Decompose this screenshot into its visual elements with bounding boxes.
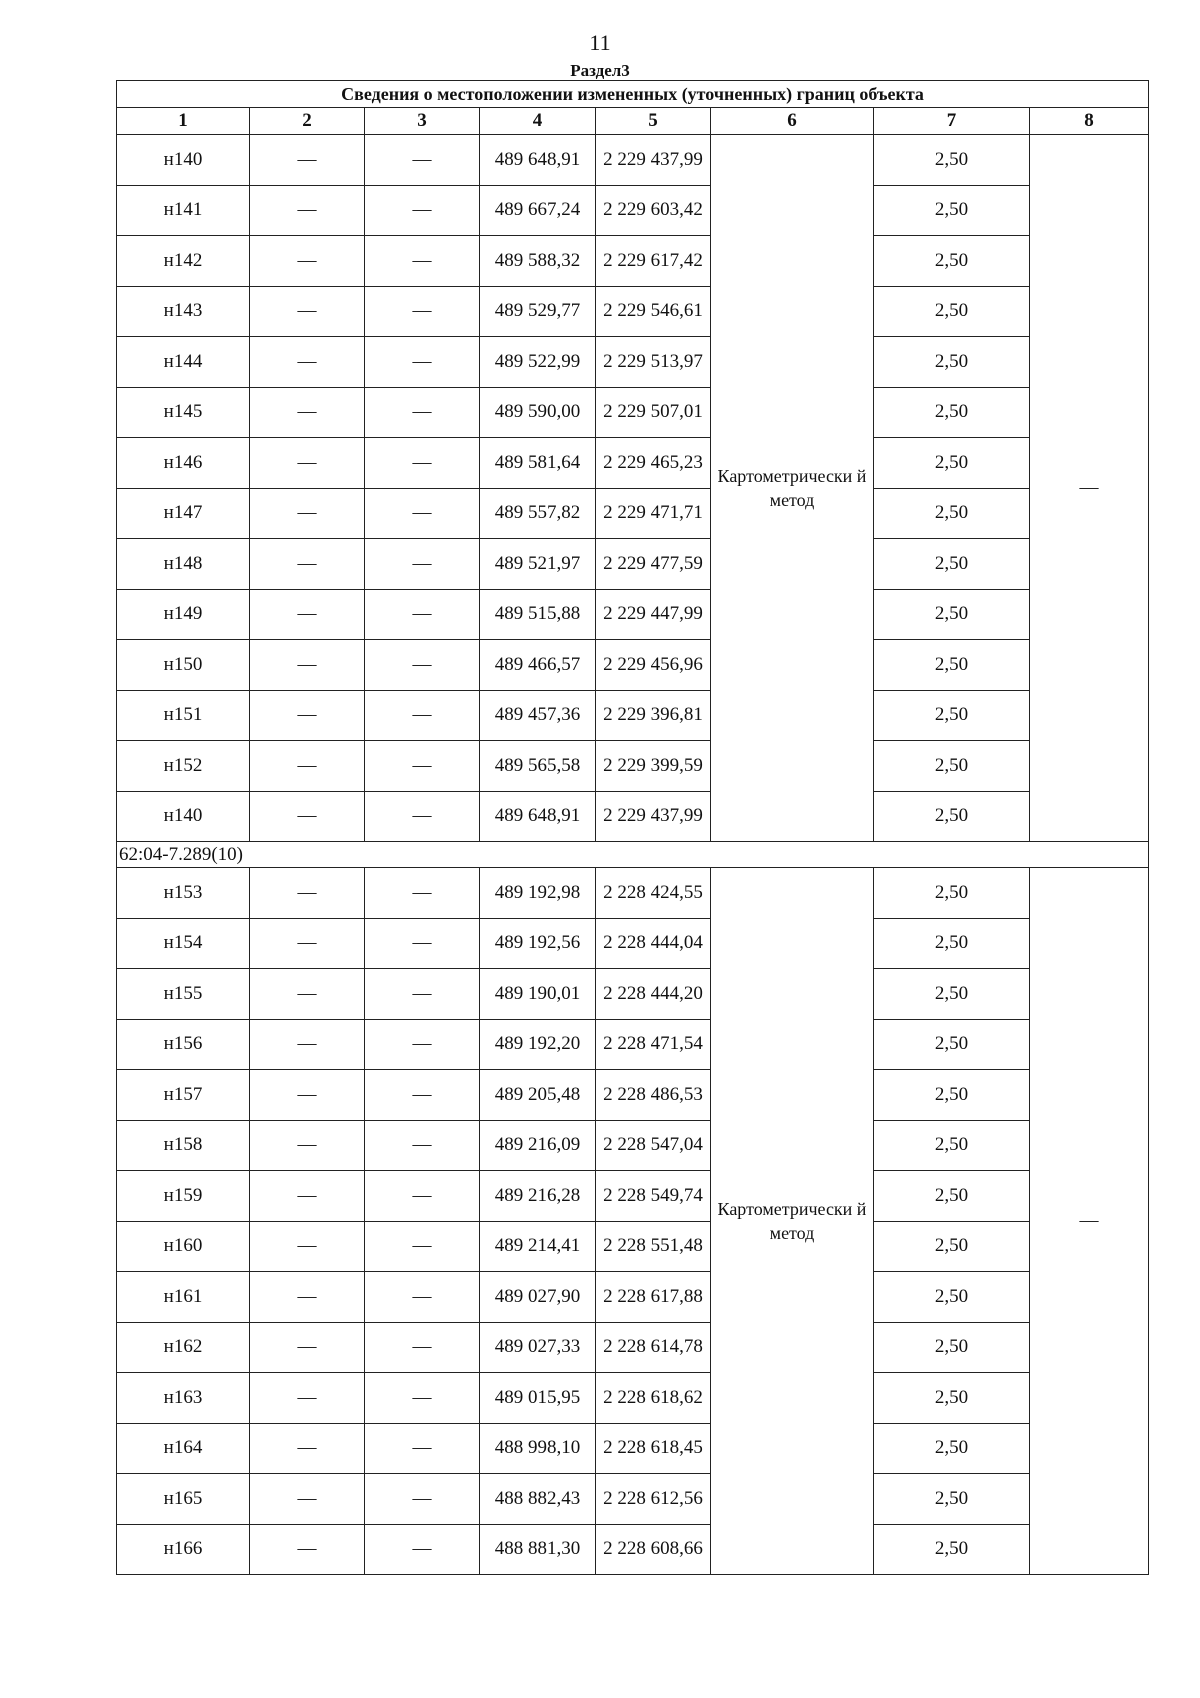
col3-dash-cell: — <box>365 236 480 287</box>
table-row <box>117 791 1149 842</box>
coord-y-cell: 2 228 618,62 <box>596 1373 711 1424</box>
point-name-cell: н159 <box>117 1171 250 1222</box>
coord-x-cell: 489 192,56 <box>480 918 596 969</box>
col3-dash-cell: — <box>365 1524 480 1575</box>
method-cell: Картометрически й метод <box>711 135 874 842</box>
accuracy-cell: 2,50 <box>874 286 1030 337</box>
point-name-cell: н151 <box>117 690 250 741</box>
col8-dash-cell: — <box>1030 135 1149 842</box>
coord-x-cell: 489 521,97 <box>480 539 596 590</box>
accuracy-cell: 2,50 <box>874 1221 1030 1272</box>
coord-x-cell: 489 466,57 <box>480 640 596 691</box>
col2-dash-cell: — <box>250 690 365 741</box>
table-row <box>117 387 1149 438</box>
table-row <box>117 337 1149 388</box>
accuracy-cell: 2,50 <box>874 1171 1030 1222</box>
col2-dash-cell: — <box>250 387 365 438</box>
column-number: 7 <box>874 108 1030 135</box>
table-row <box>117 1373 1149 1424</box>
table-row <box>117 640 1149 691</box>
point-name-cell: н150 <box>117 640 250 691</box>
coord-y-cell: 2 228 547,04 <box>596 1120 711 1171</box>
col3-dash-cell: — <box>365 1120 480 1171</box>
accuracy-cell: 2,50 <box>874 969 1030 1020</box>
col3-dash-cell: — <box>365 918 480 969</box>
col2-dash-cell: — <box>250 1070 365 1121</box>
accuracy-cell: 2,50 <box>874 589 1030 640</box>
col3-dash-cell: — <box>365 791 480 842</box>
table-row <box>117 1120 1149 1171</box>
accuracy-cell: 2,50 <box>874 868 1030 919</box>
coord-x-cell: 489 027,33 <box>480 1322 596 1373</box>
col3-dash-cell: — <box>365 1474 480 1525</box>
col3-dash-cell: — <box>365 488 480 539</box>
point-name-cell: н160 <box>117 1221 250 1272</box>
coord-x-cell: 489 648,91 <box>480 791 596 842</box>
col3-dash-cell: — <box>365 1373 480 1424</box>
coord-y-cell: 2 229 617,42 <box>596 236 711 287</box>
col3-dash-cell: — <box>365 1272 480 1323</box>
table-row <box>117 969 1149 1020</box>
col3-dash-cell: — <box>365 1019 480 1070</box>
col2-dash-cell: — <box>250 741 365 792</box>
table-row <box>117 1524 1149 1575</box>
coord-y-cell: 2 228 614,78 <box>596 1322 711 1373</box>
point-name-cell: н149 <box>117 589 250 640</box>
coord-y-cell: 2 229 477,59 <box>596 539 711 590</box>
point-name-cell: н158 <box>117 1120 250 1171</box>
accuracy-cell: 2,50 <box>874 135 1030 186</box>
point-name-cell: н142 <box>117 236 250 287</box>
table-row <box>117 1221 1149 1272</box>
col3-dash-cell: — <box>365 1423 480 1474</box>
coord-x-cell: 488 998,10 <box>480 1423 596 1474</box>
coord-y-cell: 2 229 465,23 <box>596 438 711 489</box>
point-name-cell: н164 <box>117 1423 250 1474</box>
accuracy-cell: 2,50 <box>874 1423 1030 1474</box>
point-name-cell: н148 <box>117 539 250 590</box>
coord-y-cell: 2 229 437,99 <box>596 791 711 842</box>
coord-x-cell: 489 216,28 <box>480 1171 596 1222</box>
point-name-cell: н156 <box>117 1019 250 1070</box>
col3-dash-cell: — <box>365 1070 480 1121</box>
coord-y-cell: 2 228 444,20 <box>596 969 711 1020</box>
group-label-row <box>117 842 1149 868</box>
table-row <box>117 488 1149 539</box>
col2-dash-cell: — <box>250 337 365 388</box>
accuracy-cell: 2,50 <box>874 1474 1030 1525</box>
coord-y-cell: 2 229 513,97 <box>596 337 711 388</box>
table-title-row <box>117 81 1149 108</box>
coord-y-cell: 2 228 612,56 <box>596 1474 711 1525</box>
accuracy-cell: 2,50 <box>874 741 1030 792</box>
col2-dash-cell: — <box>250 236 365 287</box>
col2-dash-cell: — <box>250 286 365 337</box>
coord-y-cell: 2 228 444,04 <box>596 918 711 969</box>
point-name-cell: н154 <box>117 918 250 969</box>
col3-dash-cell: — <box>365 539 480 590</box>
col3-dash-cell: — <box>365 741 480 792</box>
boundary-table <box>116 80 1149 1575</box>
point-name-cell: н143 <box>117 286 250 337</box>
accuracy-cell: 2,50 <box>874 640 1030 691</box>
col3-dash-cell: — <box>365 589 480 640</box>
col3-dash-cell: — <box>365 969 480 1020</box>
col2-dash-cell: — <box>250 438 365 489</box>
col2-dash-cell: — <box>250 135 365 186</box>
coord-y-cell: 2 229 437,99 <box>596 135 711 186</box>
col2-dash-cell: — <box>250 1221 365 1272</box>
col2-dash-cell: — <box>250 918 365 969</box>
coord-x-cell: 488 882,43 <box>480 1474 596 1525</box>
coord-x-cell: 489 515,88 <box>480 589 596 640</box>
table-row <box>117 438 1149 489</box>
coord-x-cell: 489 015,95 <box>480 1373 596 1424</box>
point-name-cell: н163 <box>117 1373 250 1424</box>
col3-dash-cell: — <box>365 135 480 186</box>
coord-x-cell: 489 216,09 <box>480 1120 596 1171</box>
accuracy-cell: 2,50 <box>874 337 1030 388</box>
page-number: 11 <box>589 30 611 55</box>
coord-x-cell: 489 214,41 <box>480 1221 596 1272</box>
accuracy-cell: 2,50 <box>874 918 1030 969</box>
coord-y-cell: 2 228 471,54 <box>596 1019 711 1070</box>
col3-dash-cell: — <box>365 640 480 691</box>
table-row <box>117 236 1149 287</box>
col3-dash-cell: — <box>365 1322 480 1373</box>
coord-x-cell: 489 565,58 <box>480 741 596 792</box>
table-title: Сведения о местоположении измененных (уточненных) границ объекта <box>117 81 1149 108</box>
accuracy-cell: 2,50 <box>874 1322 1030 1373</box>
table-row <box>117 1322 1149 1373</box>
coord-x-cell: 489 581,64 <box>480 438 596 489</box>
point-name-cell: н147 <box>117 488 250 539</box>
coord-x-cell: 489 457,36 <box>480 690 596 741</box>
coord-y-cell: 2 229 507,01 <box>596 387 711 438</box>
coord-x-cell: 489 590,00 <box>480 387 596 438</box>
column-number: 6 <box>711 108 874 135</box>
point-name-cell: н144 <box>117 337 250 388</box>
coord-x-cell: 489 192,98 <box>480 868 596 919</box>
point-name-cell: н162 <box>117 1322 250 1373</box>
group-label: 62:04-7.289(10) <box>117 842 1149 868</box>
col2-dash-cell: — <box>250 1373 365 1424</box>
point-name-cell: н140 <box>117 135 250 186</box>
table-body <box>117 135 1149 1575</box>
col2-dash-cell: — <box>250 1423 365 1474</box>
coord-y-cell: 2 228 424,55 <box>596 868 711 919</box>
accuracy-cell: 2,50 <box>874 236 1030 287</box>
col2-dash-cell: — <box>250 969 365 1020</box>
table-row <box>117 918 1149 969</box>
column-number: 3 <box>365 108 480 135</box>
col3-dash-cell: — <box>365 690 480 741</box>
col3-dash-cell: — <box>365 185 480 236</box>
coord-x-cell: 489 027,90 <box>480 1272 596 1323</box>
table-row <box>117 539 1149 590</box>
point-name-cell: н155 <box>117 969 250 1020</box>
coord-y-cell: 2 228 617,88 <box>596 1272 711 1323</box>
accuracy-cell: 2,50 <box>874 539 1030 590</box>
table-row <box>117 135 1149 186</box>
table-row <box>117 741 1149 792</box>
col2-dash-cell: — <box>250 1474 365 1525</box>
accuracy-cell: 2,50 <box>874 1019 1030 1070</box>
col2-dash-cell: — <box>250 488 365 539</box>
coord-x-cell: 489 529,77 <box>480 286 596 337</box>
coord-y-cell: 2 229 447,99 <box>596 589 711 640</box>
table-row <box>117 1019 1149 1070</box>
accuracy-cell: 2,50 <box>874 1070 1030 1121</box>
col2-dash-cell: — <box>250 1272 365 1323</box>
column-number: 4 <box>480 108 596 135</box>
coord-x-cell: 489 557,82 <box>480 488 596 539</box>
table-row <box>117 1070 1149 1121</box>
accuracy-cell: 2,50 <box>874 791 1030 842</box>
coord-x-cell: 489 667,24 <box>480 185 596 236</box>
coord-y-cell: 2 228 551,48 <box>596 1221 711 1272</box>
col2-dash-cell: — <box>250 1019 365 1070</box>
col3-dash-cell: — <box>365 1171 480 1222</box>
col2-dash-cell: — <box>250 1171 365 1222</box>
column-number: 2 <box>250 108 365 135</box>
col3-dash-cell: — <box>365 387 480 438</box>
table-row <box>117 185 1149 236</box>
col2-dash-cell: — <box>250 539 365 590</box>
col3-dash-cell: — <box>365 868 480 919</box>
coord-y-cell: 2 229 456,96 <box>596 640 711 691</box>
point-name-cell: н166 <box>117 1524 250 1575</box>
coord-y-cell: 2 229 471,71 <box>596 488 711 539</box>
col3-dash-cell: — <box>365 1221 480 1272</box>
accuracy-cell: 2,50 <box>874 387 1030 438</box>
coord-x-cell: 489 192,20 <box>480 1019 596 1070</box>
coord-y-cell: 2 228 608,66 <box>596 1524 711 1575</box>
coord-x-cell: 489 205,48 <box>480 1070 596 1121</box>
point-name-cell: н165 <box>117 1474 250 1525</box>
method-cell: Картометрически й метод <box>711 868 874 1575</box>
coord-x-cell: 489 648,91 <box>480 135 596 186</box>
table-row <box>117 1423 1149 1474</box>
col2-dash-cell: — <box>250 1322 365 1373</box>
col2-dash-cell: — <box>250 1524 365 1575</box>
coord-x-cell: 489 190,01 <box>480 969 596 1020</box>
point-name-cell: н146 <box>117 438 250 489</box>
accuracy-cell: 2,50 <box>874 185 1030 236</box>
point-name-cell: н157 <box>117 1070 250 1121</box>
point-name-cell: н141 <box>117 185 250 236</box>
table-row <box>117 286 1149 337</box>
col2-dash-cell: — <box>250 791 365 842</box>
col8-dash-cell: — <box>1030 868 1149 1575</box>
point-name-cell: н140 <box>117 791 250 842</box>
table-row <box>117 1171 1149 1222</box>
col2-dash-cell: — <box>250 1120 365 1171</box>
table-row <box>117 1272 1149 1323</box>
col3-dash-cell: — <box>365 438 480 489</box>
accuracy-cell: 2,50 <box>874 1524 1030 1575</box>
point-name-cell: н161 <box>117 1272 250 1323</box>
accuracy-cell: 2,50 <box>874 1120 1030 1171</box>
coord-y-cell: 2 228 549,74 <box>596 1171 711 1222</box>
accuracy-cell: 2,50 <box>874 1373 1030 1424</box>
column-number-row <box>117 108 1149 135</box>
section-title: Раздел3 <box>570 61 630 80</box>
column-number: 8 <box>1030 108 1149 135</box>
col3-dash-cell: — <box>365 337 480 388</box>
accuracy-cell: 2,50 <box>874 1272 1030 1323</box>
point-name-cell: н152 <box>117 741 250 792</box>
accuracy-cell: 2,50 <box>874 438 1030 489</box>
coord-x-cell: 488 881,30 <box>480 1524 596 1575</box>
col2-dash-cell: — <box>250 868 365 919</box>
coord-y-cell: 2 229 399,59 <box>596 741 711 792</box>
coord-x-cell: 489 522,99 <box>480 337 596 388</box>
column-number: 1 <box>117 108 250 135</box>
table-row <box>117 690 1149 741</box>
column-number: 5 <box>596 108 711 135</box>
point-name-cell: н145 <box>117 387 250 438</box>
col2-dash-cell: — <box>250 589 365 640</box>
table-row <box>117 868 1149 919</box>
coord-y-cell: 2 228 486,53 <box>596 1070 711 1121</box>
accuracy-cell: 2,50 <box>874 488 1030 539</box>
col3-dash-cell: — <box>365 286 480 337</box>
coord-x-cell: 489 588,32 <box>480 236 596 287</box>
table-row <box>117 589 1149 640</box>
coord-y-cell: 2 229 546,61 <box>596 286 711 337</box>
coord-y-cell: 2 229 603,42 <box>596 185 711 236</box>
coord-y-cell: 2 229 396,81 <box>596 690 711 741</box>
coord-y-cell: 2 228 618,45 <box>596 1423 711 1474</box>
col2-dash-cell: — <box>250 185 365 236</box>
accuracy-cell: 2,50 <box>874 690 1030 741</box>
table-row <box>117 1474 1149 1525</box>
col2-dash-cell: — <box>250 640 365 691</box>
point-name-cell: н153 <box>117 868 250 919</box>
